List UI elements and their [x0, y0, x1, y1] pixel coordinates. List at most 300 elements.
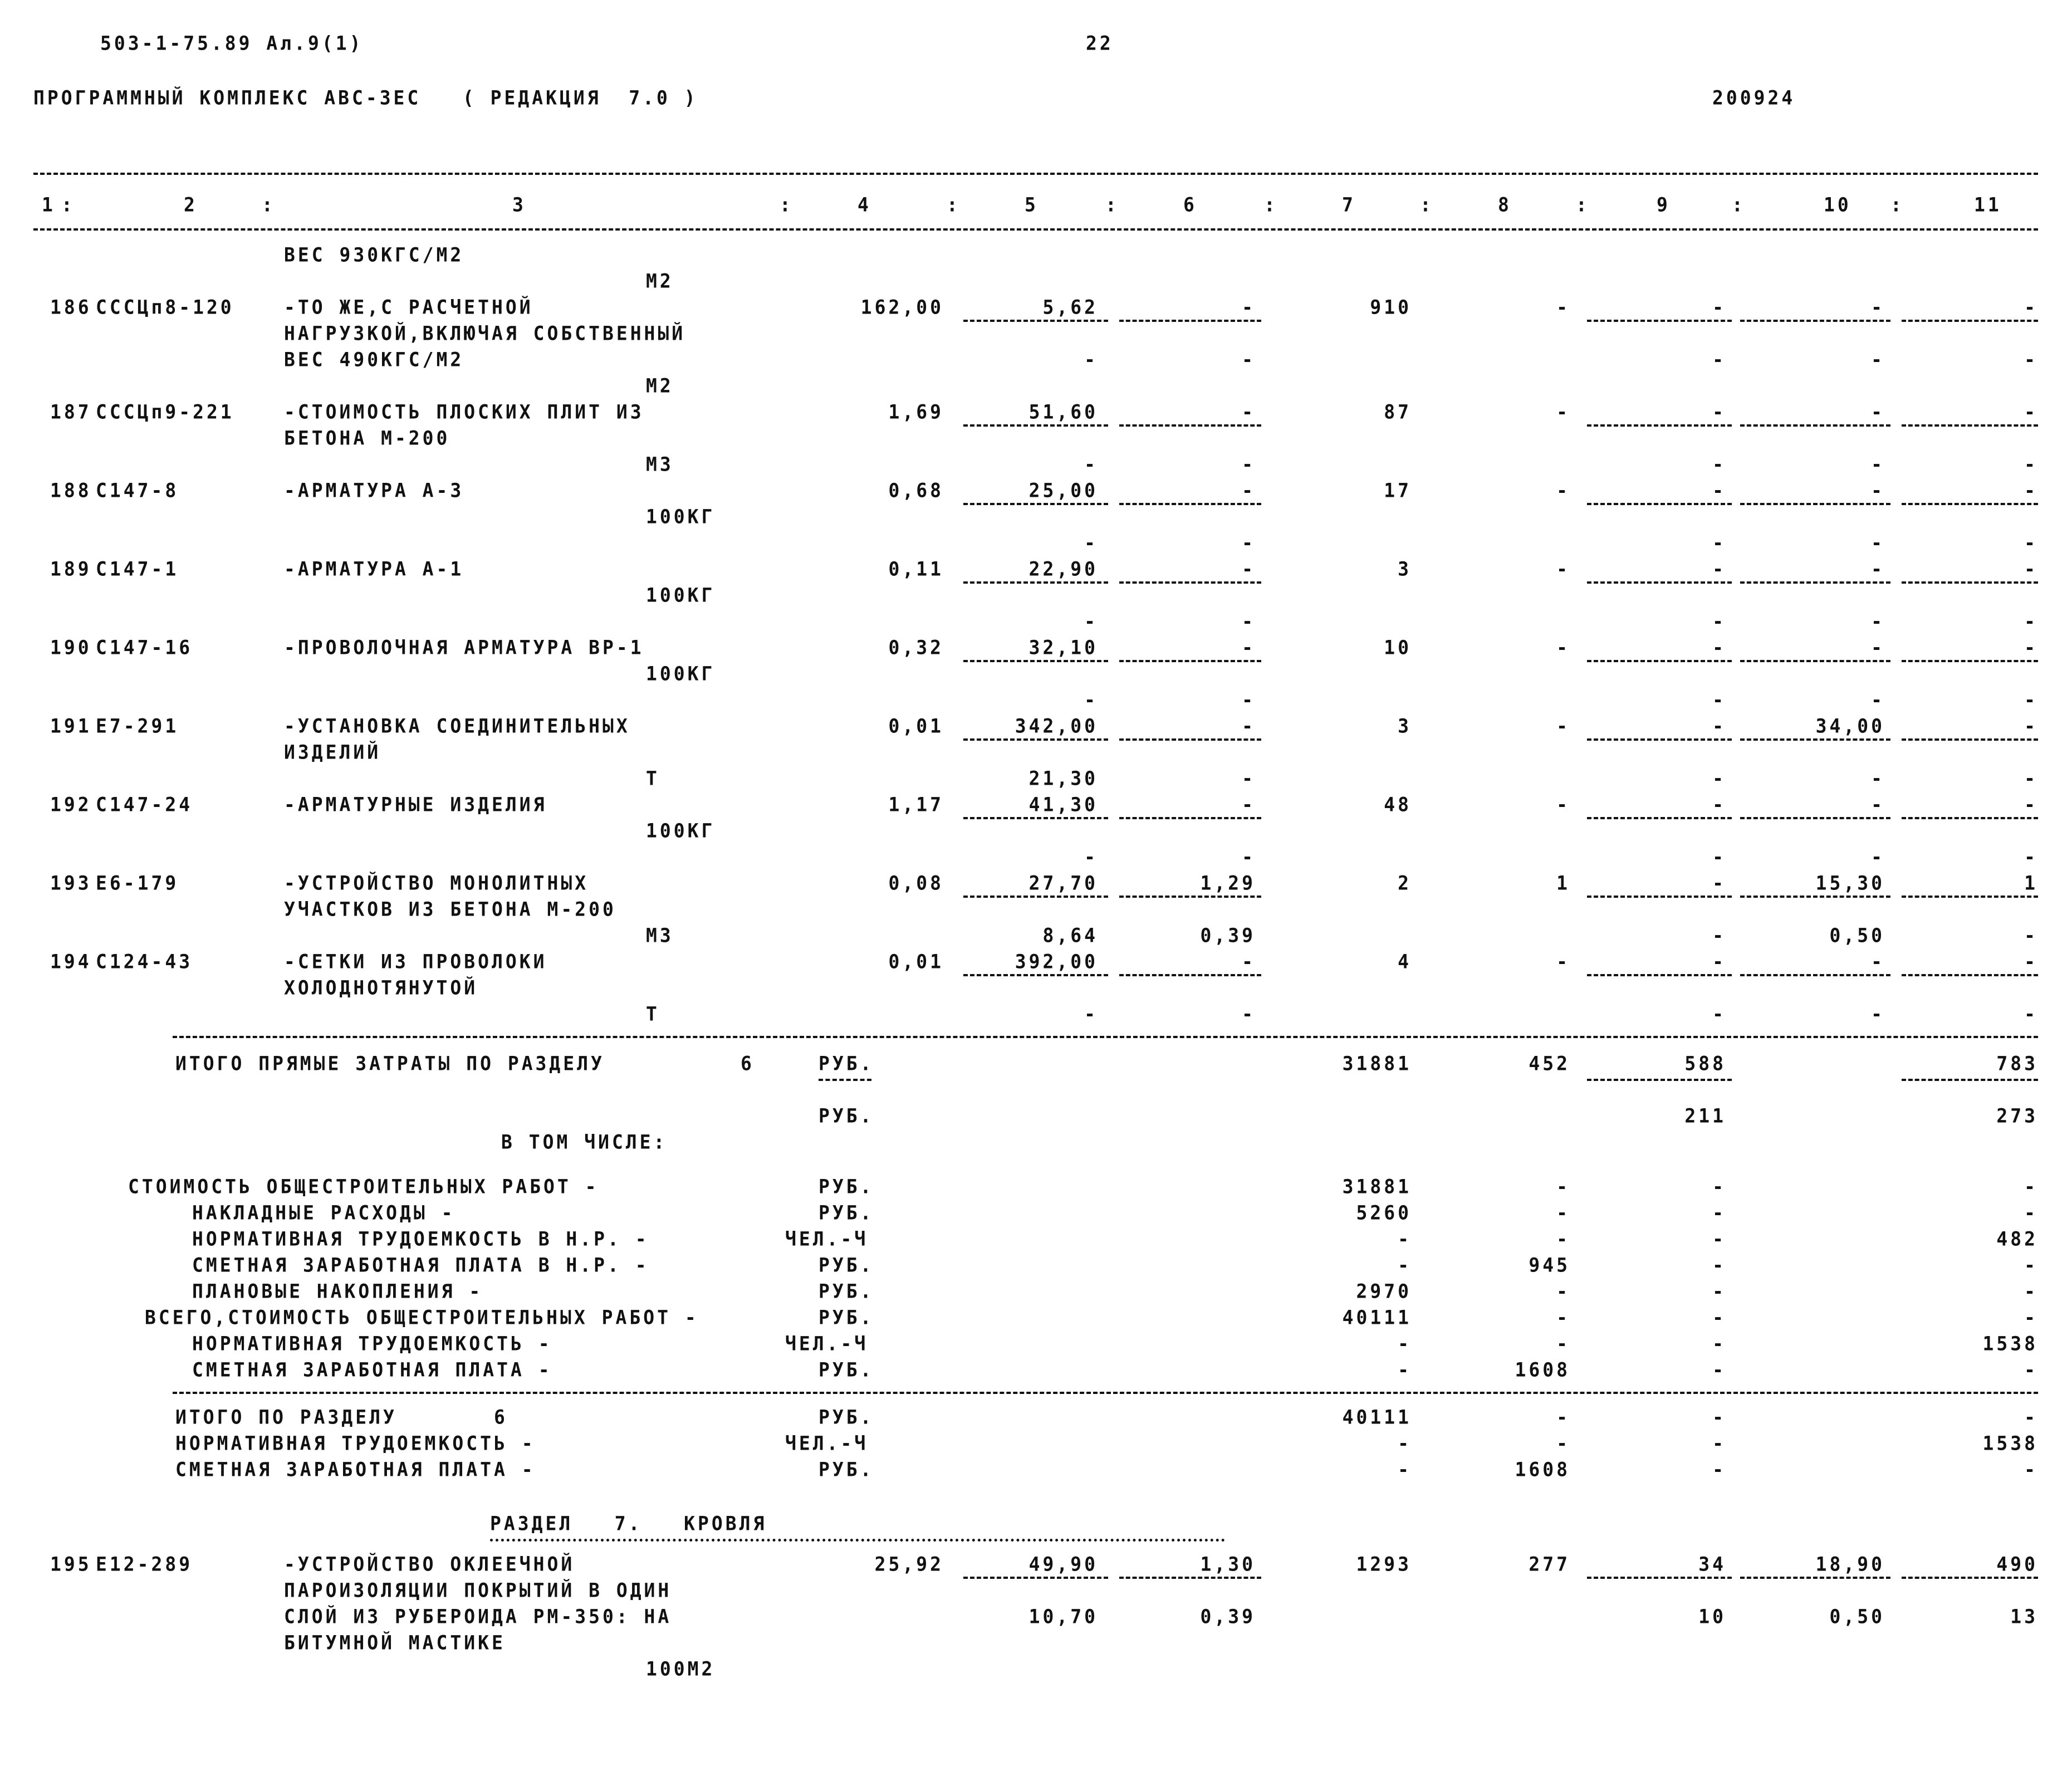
cell-c3u: 100КГ — [646, 662, 716, 685]
cell-c2: С147-8 — [96, 478, 179, 502]
breakdown-label: НАКЛАДНЫЕ РАСХОДЫ - — [192, 1201, 455, 1224]
cell-c10: 18,90 — [1815, 1552, 1885, 1576]
cell-c5: - — [1084, 609, 1098, 633]
cell-c10: - — [1871, 688, 1885, 711]
cell-c3u: М2 — [646, 269, 674, 292]
breakdown-label: СМЕТНАЯ ЗАРАБОТНАЯ ПЛАТА В Н.Р. - — [192, 1253, 649, 1276]
cell-c10: - — [1871, 766, 1885, 790]
cell-c9: - — [1712, 400, 1726, 423]
cell-rule — [963, 1577, 1108, 1579]
cell-c7: 17 — [1384, 478, 1412, 502]
cell-rule — [1587, 581, 1732, 584]
cell-rule — [1902, 581, 2038, 584]
cell-c6: 0,39 — [1200, 923, 1256, 947]
cell-c5: 27,70 — [1028, 871, 1098, 894]
cell-c4: 0,01 — [888, 950, 944, 973]
direct-costs-c9: 588 — [1684, 1051, 1726, 1075]
cell-c6: 0,39 — [1200, 1604, 1256, 1628]
table-header-rule — [33, 228, 2038, 231]
cell-c2: СССЦп9-221 — [96, 400, 234, 423]
cell-c2: Е6-179 — [96, 871, 179, 894]
cell-c3: ВЕС 490КГС/М2 — [284, 348, 464, 371]
cell-c8: - — [1556, 714, 1570, 737]
breakdown-c8: - — [1556, 1201, 1570, 1224]
cell-rule — [1740, 1577, 1890, 1579]
column-separator: : — [1264, 193, 1278, 216]
breakdown-c11: 1538 — [1982, 1332, 2038, 1355]
cell-c10: 15,30 — [1815, 871, 1885, 894]
cell-c4: 0,32 — [888, 635, 944, 659]
cell-c8: - — [1556, 400, 1570, 423]
cell-c10: - — [1871, 1002, 1885, 1025]
cell-c5: 22,90 — [1028, 557, 1098, 580]
cell-rule — [1740, 974, 1890, 976]
cell-rule — [1119, 974, 1261, 976]
cell-rule — [963, 320, 1108, 322]
cell-c7: 4 — [1398, 950, 1412, 973]
cell-c9: - — [1712, 531, 1726, 554]
including-label: В ТОМ ЧИСЛЕ: — [501, 1130, 668, 1153]
cell-rule — [1119, 660, 1261, 662]
cell-c7: 3 — [1398, 714, 1412, 737]
column-header-6: 6 — [1183, 193, 1197, 216]
section-total-c7: - — [1398, 1431, 1412, 1455]
direct-costs-c11b: 273 — [1996, 1104, 2038, 1127]
cell-c6: - — [1242, 348, 1256, 371]
section-total-c7: 40111 — [1342, 1405, 1412, 1428]
cell-c6: - — [1242, 609, 1256, 633]
column-header-2: 2 — [184, 193, 198, 216]
cell-c6: - — [1242, 845, 1256, 868]
breakdown-c7: - — [1398, 1358, 1412, 1381]
cell-c9: - — [1712, 609, 1726, 633]
breakdown-unit: РУБ. — [819, 1305, 874, 1329]
breakdown-c8: - — [1556, 1279, 1570, 1303]
cell-c10: - — [1871, 400, 1885, 423]
cell-c9: - — [1712, 557, 1726, 580]
cell-c3: ХОЛОДНОТЯНУТОЙ — [284, 976, 478, 999]
cell-c5: 21,30 — [1028, 766, 1098, 790]
cell-c10: 34,00 — [1815, 714, 1885, 737]
cell-c11: - — [2024, 688, 2038, 711]
cell-c10: - — [1871, 950, 1885, 973]
breakdown-unit: РУБ. — [819, 1253, 874, 1276]
cell-c3: СЛОЙ ИЗ РУБЕРОИДА РМ-350: НА — [284, 1604, 672, 1628]
cell-c3: -ТО ЖЕ,С РАСЧЕТНОЙ — [284, 295, 533, 319]
breakdown-c11: 482 — [1996, 1227, 2038, 1250]
cell-rule — [1119, 738, 1261, 741]
cell-c7: 10 — [1384, 635, 1412, 659]
cell-c9: - — [1712, 792, 1726, 816]
breakdown-c11: - — [2024, 1201, 2038, 1224]
cell-c4: 0,68 — [888, 478, 944, 502]
cell-rule — [963, 817, 1108, 819]
cell-rule — [1119, 503, 1261, 505]
cell-c6: - — [1242, 714, 1256, 737]
program-title: ПРОГРАММНЫЙ КОМПЛЕКС АВС-3ЕС ( РЕДАКЦИЯ 7.0 ) — [33, 86, 698, 109]
breakdown-c9: - — [1712, 1175, 1726, 1198]
cell-rule — [1119, 817, 1261, 819]
breakdown-label: СМЕТНАЯ ЗАРАБОТНАЯ ПЛАТА - — [192, 1358, 552, 1381]
cell-c11: - — [2024, 766, 2038, 790]
cell-rule — [1587, 896, 1732, 898]
cell-c9: - — [1712, 950, 1726, 973]
column-separator: : — [1576, 193, 1590, 216]
section-total-unit: РУБ. — [819, 1457, 874, 1481]
cell-c9: - — [1712, 714, 1726, 737]
cell-c2: С147-1 — [96, 557, 179, 580]
cell-c5: - — [1084, 688, 1098, 711]
cell-c11: - — [2024, 609, 2038, 633]
cell-rule — [1119, 424, 1261, 427]
breakdown-unit: ЧЕЛ.-Ч — [785, 1227, 869, 1250]
cell-c9: - — [1712, 295, 1726, 319]
cell-c1: 195 — [50, 1552, 92, 1576]
breakdown-c7: - — [1398, 1227, 1412, 1250]
cell-c6: - — [1242, 295, 1256, 319]
cell-c6: - — [1242, 531, 1256, 554]
column-header-5: 5 — [1025, 193, 1039, 216]
breakdown-c8: - — [1556, 1305, 1570, 1329]
cell-c3: -АРМАТУРА А-3 — [284, 478, 464, 502]
page-number: 22 — [1086, 31, 1114, 55]
cell-c8: 1 — [1556, 871, 1570, 894]
cell-rule — [1587, 1079, 1732, 1081]
cell-c5: 10,70 — [1028, 1604, 1098, 1628]
cell-c3: НАГРУЗКОЙ,ВКЛЮЧАЯ СОБСТВЕННЫЙ — [284, 321, 686, 345]
cell-c5: 392,00 — [1015, 950, 1098, 973]
breakdown-label: СТОИМОСТЬ ОБЩЕСТРОИТЕЛЬНЫХ РАБОТ - — [128, 1175, 599, 1198]
cell-c6: - — [1242, 400, 1256, 423]
section-total-rule — [173, 1036, 2038, 1038]
direct-costs-label: ИТОГО ПРЯМЫЕ ЗАТРАТЫ ПО РАЗДЕЛУ — [175, 1051, 605, 1075]
cell-c3: -СТОИМОСТЬ ПЛОСКИХ ПЛИТ ИЗ — [284, 400, 644, 423]
cell-c6: - — [1242, 635, 1256, 659]
cell-c5: 8,64 — [1042, 923, 1098, 947]
column-header-7: 7 — [1342, 193, 1356, 216]
cell-c10: - — [1871, 531, 1885, 554]
cell-rule — [1119, 896, 1261, 898]
column-separator: : — [947, 193, 961, 216]
cell-c6: 1,29 — [1200, 871, 1256, 894]
cell-c10: - — [1871, 635, 1885, 659]
cell-c4: 0,01 — [888, 714, 944, 737]
direct-costs-c11: 783 — [1996, 1051, 2038, 1075]
cell-c2: СССЦп8-120 — [96, 295, 234, 319]
breakdown-c7: 40111 — [1342, 1305, 1412, 1329]
cell-rule — [1740, 581, 1890, 584]
breakdown-c9: - — [1712, 1305, 1726, 1329]
cell-c5: 25,00 — [1028, 478, 1098, 502]
cell-rule — [963, 738, 1108, 741]
breakdown-c8: 945 — [1529, 1253, 1570, 1276]
cell-c6: - — [1242, 557, 1256, 580]
section-total-c11: - — [2024, 1457, 2038, 1481]
cell-c11: 1 — [2024, 871, 2038, 894]
section-total-c11: - — [2024, 1405, 2038, 1428]
breakdown-unit: РУБ. — [819, 1358, 874, 1381]
cell-c9: - — [1712, 1002, 1726, 1025]
breakdown-unit: ЧЕЛ.-Ч — [785, 1332, 869, 1355]
cell-rule — [1740, 738, 1890, 741]
cell-rule — [1902, 817, 2038, 819]
direct-costs-section: 6 — [741, 1051, 755, 1075]
cell-c3u: Т — [646, 766, 660, 790]
doc-number: 200924 — [1712, 86, 1796, 109]
breakdown-label: НОРМАТИВНАЯ ТРУДОЕМКОСТЬ В Н.Р. - — [192, 1227, 649, 1250]
cell-c10: 0,50 — [1829, 1604, 1885, 1628]
column-header-3: 3 — [512, 193, 526, 216]
cell-c11: - — [2024, 950, 2038, 973]
cell-c11: - — [2024, 478, 2038, 502]
cell-rule — [1902, 974, 2038, 976]
cell-rule — [1587, 1577, 1732, 1579]
cell-c4: 0,08 — [888, 871, 944, 894]
breakdown-c7: 31881 — [1342, 1175, 1412, 1198]
cell-c6: - — [1242, 452, 1256, 476]
section-total-c8: - — [1556, 1405, 1570, 1428]
direct-costs-c8: 452 — [1529, 1051, 1570, 1075]
table-top-rule — [33, 173, 2038, 175]
cell-rule — [963, 974, 1108, 976]
cell-rule — [1740, 503, 1890, 505]
breakdown-c9: - — [1712, 1358, 1726, 1381]
cell-c5: 41,30 — [1028, 792, 1098, 816]
breakdown-label: ПЛАНОВЫЕ НАКОПЛЕНИЯ - — [192, 1279, 483, 1303]
cell-c5: - — [1084, 845, 1098, 868]
cell-c7: 1293 — [1356, 1552, 1412, 1576]
cell-c10: - — [1871, 452, 1885, 476]
cell-rule — [1902, 660, 2038, 662]
cell-rule — [1902, 1079, 2038, 1081]
cell-c6: - — [1242, 766, 1256, 790]
column-header-11: 11 — [1974, 193, 2002, 216]
cell-rule — [1587, 660, 1732, 662]
cell-c10: - — [1871, 792, 1885, 816]
breakdown-c8: - — [1556, 1175, 1570, 1198]
cell-c7: 3 — [1398, 557, 1412, 580]
cell-c8: - — [1556, 792, 1570, 816]
cell-c6: - — [1242, 1002, 1256, 1025]
cell-c4: 162,00 — [860, 295, 944, 319]
cell-c7: 2 — [1398, 871, 1412, 894]
column-header-1: 1 — [42, 193, 56, 216]
cell-rule — [1587, 974, 1732, 976]
cell-rule — [1740, 660, 1890, 662]
unit-rule — [819, 1079, 871, 1081]
column-separator: : — [1732, 193, 1746, 216]
cell-c2: Е12-289 — [96, 1552, 193, 1576]
cell-c2: С124-43 — [96, 950, 193, 973]
column-header-9: 9 — [1657, 193, 1671, 216]
cell-c1: 188 — [50, 478, 92, 502]
section-total-c9: - — [1712, 1405, 1726, 1428]
column-separator: : — [262, 193, 276, 216]
cell-rule — [963, 896, 1108, 898]
cell-rule — [1740, 817, 1890, 819]
cell-c10: - — [1871, 845, 1885, 868]
cell-c11: - — [2024, 400, 2038, 423]
cell-c9: - — [1712, 452, 1726, 476]
cell-c3u: М3 — [646, 923, 674, 947]
breakdown-c8: 1608 — [1515, 1358, 1570, 1381]
cell-c3u: 100КГ — [646, 505, 716, 528]
cell-c1: 191 — [50, 714, 92, 737]
cell-c11: - — [2024, 714, 2038, 737]
cell-c10: - — [1871, 295, 1885, 319]
cell-rule — [963, 503, 1108, 505]
cell-c3: ИЗДЕЛИЙ — [284, 740, 381, 764]
cell-c10: - — [1871, 348, 1885, 371]
direct-costs-c7: 31881 — [1342, 1051, 1412, 1075]
section-summary-rule — [173, 1392, 2038, 1394]
breakdown-c7: - — [1398, 1253, 1412, 1276]
cell-c4: 0,11 — [888, 557, 944, 580]
section-total-label: СМЕТНАЯ ЗАРАБОТНАЯ ПЛАТА - — [175, 1457, 536, 1481]
breakdown-c8: - — [1556, 1332, 1570, 1355]
cell-c3u: 100КГ — [646, 819, 716, 842]
cell-c3: БЕТОНА М-200 — [284, 426, 450, 449]
cell-c9: 34 — [1698, 1552, 1726, 1576]
cell-c3: -СЕТКИ ИЗ ПРОВОЛОКИ — [284, 950, 547, 973]
cell-c10: - — [1871, 609, 1885, 633]
cell-c6: - — [1242, 478, 1256, 502]
section-total-unit: ЧЕЛ.-Ч — [785, 1431, 869, 1455]
section-total-label: НОРМАТИВНАЯ ТРУДОЕМКОСТЬ - — [175, 1431, 536, 1455]
cell-c3: ПАРОИЗОЛЯЦИИ ПОКРЫТИЙ В ОДИН — [284, 1578, 672, 1602]
cell-rule — [1119, 1577, 1261, 1579]
breakdown-c7: 5260 — [1356, 1201, 1412, 1224]
cell-c6: - — [1242, 950, 1256, 973]
breakdown-c11: - — [2024, 1253, 2038, 1276]
cell-c3: -УСТРОЙСТВО ОКЛЕЕЧНОЙ — [284, 1552, 575, 1576]
breakdown-c9: - — [1712, 1201, 1726, 1224]
cell-c9: - — [1712, 635, 1726, 659]
cell-c7: 48 — [1384, 792, 1412, 816]
cell-c5: 51,60 — [1028, 400, 1098, 423]
section-total-c8: - — [1556, 1431, 1570, 1455]
section-total-c9: - — [1712, 1431, 1726, 1455]
cell-c1: 190 — [50, 635, 92, 659]
cell-c3u: М3 — [646, 452, 674, 476]
cell-c11: 13 — [2010, 1604, 2038, 1628]
cell-c9: - — [1712, 871, 1726, 894]
cell-c9: - — [1712, 923, 1726, 947]
column-header-8: 8 — [1498, 193, 1512, 216]
cell-c2: С147-24 — [96, 792, 193, 816]
cell-c3: БИТУМНОЙ МАСТИКЕ — [284, 1631, 506, 1654]
breakdown-c7: 2970 — [1356, 1279, 1412, 1303]
cell-c8: - — [1556, 635, 1570, 659]
cell-c8: - — [1556, 950, 1570, 973]
cell-c11: - — [2024, 531, 2038, 554]
cell-rule — [1902, 738, 2038, 741]
breakdown-unit: РУБ. — [819, 1279, 874, 1303]
cell-rule — [963, 581, 1108, 584]
cell-rule — [1587, 320, 1732, 322]
cell-rule — [1902, 896, 2038, 898]
cell-c11: - — [2024, 845, 2038, 868]
cell-c8: 277 — [1529, 1552, 1570, 1576]
cell-c9: - — [1712, 845, 1726, 868]
cell-rule — [1587, 503, 1732, 505]
cell-c11: - — [2024, 792, 2038, 816]
cell-c11: - — [2024, 295, 2038, 319]
cell-c11: - — [2024, 452, 2038, 476]
direct-costs-unit: РУБ. — [819, 1051, 874, 1075]
cell-rule — [1902, 424, 2038, 427]
cell-c8: - — [1556, 478, 1570, 502]
cell-c4: 1,17 — [888, 792, 944, 816]
column-separator: : — [780, 193, 793, 216]
breakdown-c8: - — [1556, 1227, 1570, 1250]
cell-c1: 186 — [50, 295, 92, 319]
cell-c4: 25,92 — [874, 1552, 944, 1576]
breakdown-label: НОРМАТИВНАЯ ТРУДОЕМКОСТЬ - — [192, 1332, 552, 1355]
cell-c10: - — [1871, 557, 1885, 580]
cell-rule — [1740, 896, 1890, 898]
cell-c3u: 100КГ — [646, 583, 716, 606]
breakdown-c9: - — [1712, 1253, 1726, 1276]
cell-c3: -АРМАТУРНЫЕ ИЗДЕЛИЯ — [284, 792, 547, 816]
cell-c5: 49,90 — [1028, 1552, 1098, 1576]
breakdown-c9: - — [1712, 1279, 1726, 1303]
cell-c9: - — [1712, 348, 1726, 371]
breakdown-c9: - — [1712, 1227, 1726, 1250]
cell-c8: - — [1556, 557, 1570, 580]
cell-c5: 342,00 — [1015, 714, 1098, 737]
cell-c6: - — [1242, 792, 1256, 816]
cell-rule — [1587, 424, 1732, 427]
cell-c2: Е7-291 — [96, 714, 179, 737]
cell-rule — [1902, 1577, 2038, 1579]
cell-c6: - — [1242, 688, 1256, 711]
cell-c10: - — [1871, 478, 1885, 502]
cell-c1: 194 — [50, 950, 92, 973]
section-7-underline — [490, 1539, 1225, 1542]
section-total-label: ИТОГО ПО РАЗДЕЛУ 6 — [175, 1405, 508, 1428]
cell-c9: - — [1712, 766, 1726, 790]
cell-c3: -УСТАНОВКА СОЕДИНИТЕЛЬНЫХ — [284, 714, 630, 737]
cell-rule — [1740, 320, 1890, 322]
cell-c2: С147-16 — [96, 635, 193, 659]
cell-c3u: 100М2 — [646, 1657, 716, 1680]
cell-c9: 10 — [1698, 1604, 1726, 1628]
cell-c5: - — [1084, 348, 1098, 371]
cell-rule — [1119, 581, 1261, 584]
doc-code: 503-1-75.89 Ал.9(1) — [100, 31, 364, 55]
cell-rule — [1902, 320, 2038, 322]
cell-c11: - — [2024, 557, 2038, 580]
cell-c5: - — [1084, 531, 1098, 554]
cell-c10: 0,50 — [1829, 923, 1885, 947]
column-header-4: 4 — [858, 193, 871, 216]
cell-c1: 193 — [50, 871, 92, 894]
direct-costs-c9b: 211 — [1684, 1104, 1726, 1127]
direct-costs-unit: РУБ. — [819, 1104, 874, 1127]
cell-c11: - — [2024, 348, 2038, 371]
cell-c5: 32,10 — [1028, 635, 1098, 659]
cell-c3: ВЕС 930КГС/М2 — [284, 243, 464, 266]
cell-rule — [1740, 424, 1890, 427]
cell-rule — [963, 660, 1108, 662]
breakdown-c11: - — [2024, 1279, 2038, 1303]
cell-c3: УЧАСТКОВ ИЗ БЕТОНА М-200 — [284, 897, 616, 921]
cell-c11: 490 — [1996, 1552, 2038, 1576]
section-total-c8: 1608 — [1515, 1457, 1570, 1481]
cell-c3u: М2 — [646, 374, 674, 397]
breakdown-c11: - — [2024, 1175, 2038, 1198]
